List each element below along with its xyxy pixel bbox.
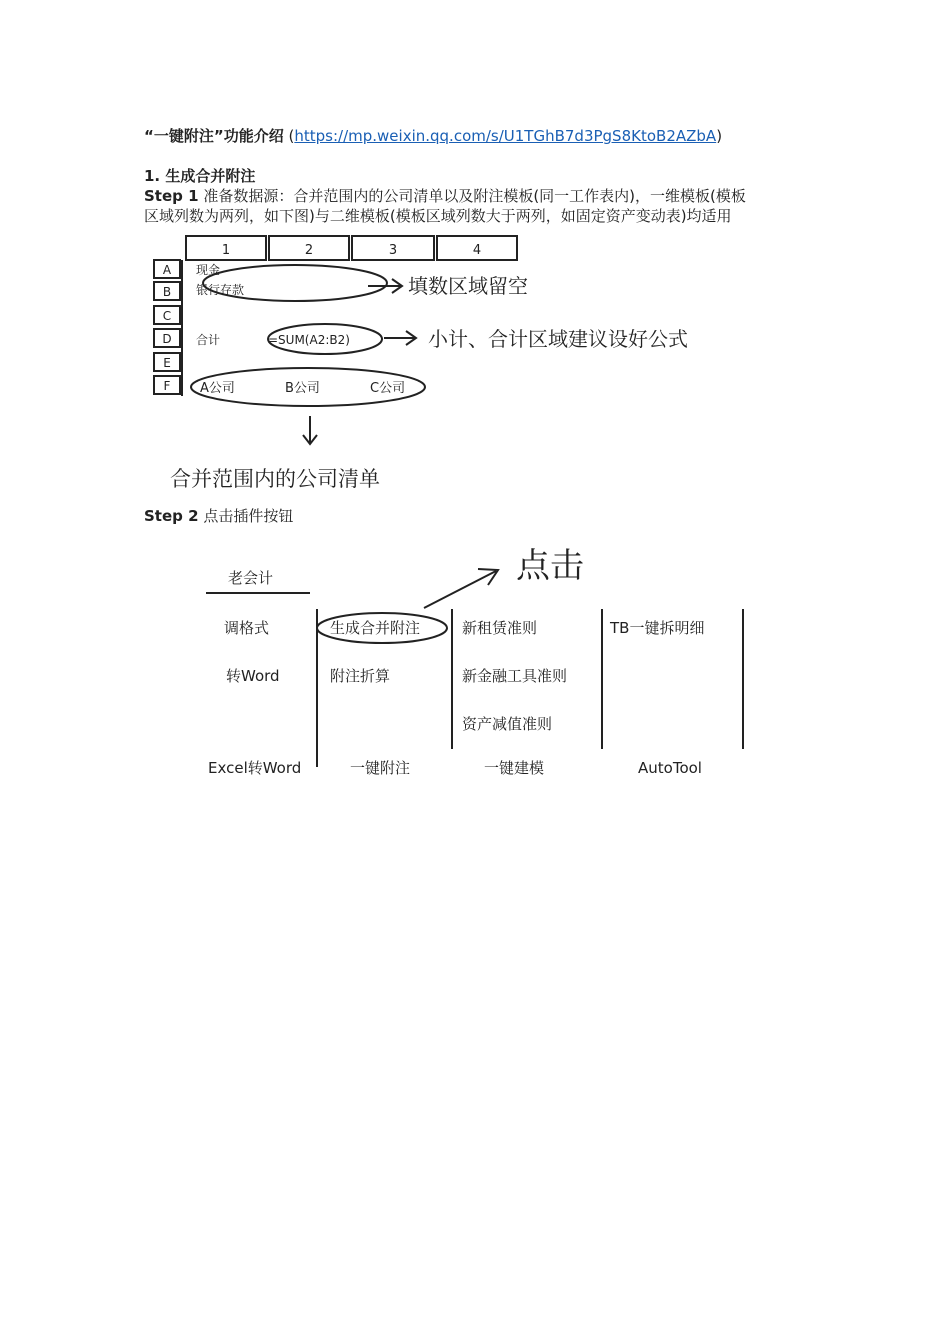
btn-asset-impairment[interactable]: 资产减值准则 (462, 715, 553, 733)
ribbon-sketch (200, 535, 760, 785)
group-autotool: AutoTool (638, 759, 702, 777)
row-label-total: 合计 (196, 333, 221, 347)
btn-notes-conversion[interactable]: 附注折算 (330, 667, 391, 685)
step1-line1 (144, 186, 746, 206)
row-header-c: C (162, 309, 172, 323)
company-b: B公司 (285, 381, 320, 396)
row-header-e: E (163, 356, 171, 370)
btn-new-financial-instrument[interactable]: 新金融工具准则 (462, 667, 568, 685)
btn-to-word[interactable]: 转Word (226, 667, 280, 685)
company-c: C公司 (370, 381, 406, 396)
click-note: 点击 (516, 546, 584, 586)
doc-title: “一键附注”功能介绍 (144, 127, 284, 145)
step1-text: 准备数据源：合并范围内的公司清单以及附注模板(同一工作表内)，一维模板(模板 (203, 187, 746, 205)
btn-new-lease-standard[interactable]: 新租赁准则 (462, 619, 538, 637)
paren-close: ) (716, 127, 723, 145)
col-header-1: 1 (221, 243, 231, 258)
template-sketch (140, 230, 820, 500)
step2-line (144, 506, 293, 526)
btn-generate-consolidated-notes[interactable]: 生成合并附注 (330, 619, 421, 637)
btn-tb-split-detail[interactable]: TB一键拆明细 (610, 619, 705, 637)
group-excel-to-word: Excel转Word (208, 759, 302, 777)
row-header-b: B (162, 285, 172, 299)
row-header-d: D (162, 332, 172, 346)
note-company-list: 合并范围内的公司清单 (170, 467, 380, 491)
row-label-cash: 现金 (196, 263, 221, 277)
article-link[interactable]: https://mp.weixin.qq.com/s/U1TGhB7d3PgS8KtoB2AZbA (294, 127, 717, 145)
section-heading: 1. 生成合并附注 (144, 167, 256, 185)
btn-format[interactable]: 调格式 (224, 619, 270, 637)
formula-text: =SUM(A2:B2) (268, 333, 350, 347)
col-header-2: 2 (304, 243, 314, 258)
company-a: A公司 (200, 381, 235, 396)
row-header-a: A (162, 263, 172, 277)
step2-text: 点击插件按钮 (203, 507, 294, 525)
step1-line2: 区域列数为两列，如下图)与二维模板(模板区域列数大于两列，如固定资产变动表)均适用 (144, 207, 732, 225)
col-header-3: 3 (388, 243, 398, 258)
note-subtotal: 小计、合计区域建议设好公式 (428, 327, 688, 351)
paren-open: ( (288, 127, 295, 145)
row-label-bank: 银行存款 (196, 283, 245, 297)
step2-label: Step 2 (144, 507, 199, 525)
step1-label: Step 1 (144, 187, 199, 205)
doc-title-line (144, 126, 722, 146)
group-one-click-notes: 一键附注 (350, 759, 411, 777)
ribbon-tab-title: 老会计 (228, 569, 274, 587)
note-fill-area: 填数区域留空 (408, 274, 528, 298)
col-header-4: 4 (472, 243, 482, 258)
group-one-click-model: 一键建模 (484, 759, 545, 777)
row-header-f: F (163, 379, 171, 393)
